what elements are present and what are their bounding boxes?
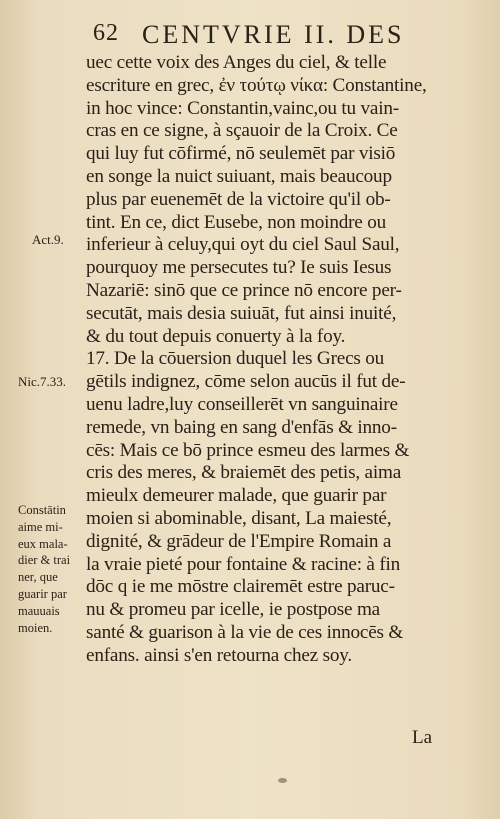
text-line: en songe la nuict suiuant, mais beaucoup [86,165,392,187]
text-line: santé & guarison à la vie de ces innocēs & [86,621,404,643]
text-line: cris des meres, & braiemēt des petis, aima [86,462,402,484]
text-line: uenu ladre,luy conseillerēt vn sanguinaire [86,393,398,415]
text-line: in hoc vince: Constantin,vainc,ou tu vain- [86,97,399,119]
body-text [86,52,464,668]
text-line: cras en ce signe, à sçauoir de la Croix. Ce [86,120,398,142]
margin-note-line: mauuais [18,603,60,618]
text-line: pourquoy me persecutes tu? Ie suis Iesus [86,257,392,279]
margin-note [18,502,86,636]
margin-note-line: guarir par [18,586,67,601]
text-line: cēs: Mais ce bō prince esmeu des larmes & [86,439,410,461]
margin-note-line: aime mi- [18,519,63,534]
margin-note-line: eux mala- [18,536,68,551]
text-line: & du tout depuis conuerty à la foy. [86,325,346,347]
text-line: dōc q ie me mōstre clairemēt estre paruc- [86,576,395,598]
text-line: secutāt, mais desia suiuāt, fut ainsi inuité, [86,302,397,324]
side-reference-nicephorus: Nic.7.33. [18,374,67,389]
text-line: Nazariē: sinō que ce prince nō encore per- [86,279,402,301]
text-line: escriture en grec, ἐν τούτῳ νίκα: Constantine, [86,74,427,96]
margin-note-line: ner, que [18,570,58,585]
text-line: 17. De la cōuersion duquel les Grecs ou [86,348,385,370]
text-line: plus par euenemēt de la victoire qu'il ob- [86,188,391,210]
text-line: la vraie pieté pour fontaine & racine: à fin [86,553,401,575]
text-line: moien si abominable, disant, La maiesté, [86,507,392,529]
text-line: uec cette voix des Anges du ciel, & telle [86,52,387,73]
margin-note-line: Constātin [18,503,66,517]
page-number: 62 [93,20,119,46]
text-line: enfans. ainsi s'en retourna chez soy. [86,644,353,666]
running-head: CENTVRIE II. DES [142,20,405,49]
page-header [0,14,500,50]
side-reference-acts: Act.9. [32,232,64,247]
text-line: mieulx demeurer malade, que guarir par [86,485,387,507]
text-line: tint. En ce, dict Eusebe, non moindre ou [86,211,386,233]
text-line: nu & promeu par icelle, ie postpose ma [86,599,380,621]
catchword: La [412,727,433,748]
text-line: qui luy fut cōfirmé, nō seulemēt par visiō [86,143,396,165]
text-line: remede, vn baing en sang d'enfās & inno- [86,416,397,438]
ink-stain [278,778,287,783]
margin-note-line: moien. [18,620,53,635]
text-line: gētils indignez, cōme selon aucūs il fut de- [86,371,406,393]
text-line: inferieur à celuy,qui oyt du ciel Saul Saul, [86,234,400,256]
margin-note-line: dier & trai [18,553,71,568]
text-line: dignité, & grādeur de l'Empire Romain a [86,530,392,552]
